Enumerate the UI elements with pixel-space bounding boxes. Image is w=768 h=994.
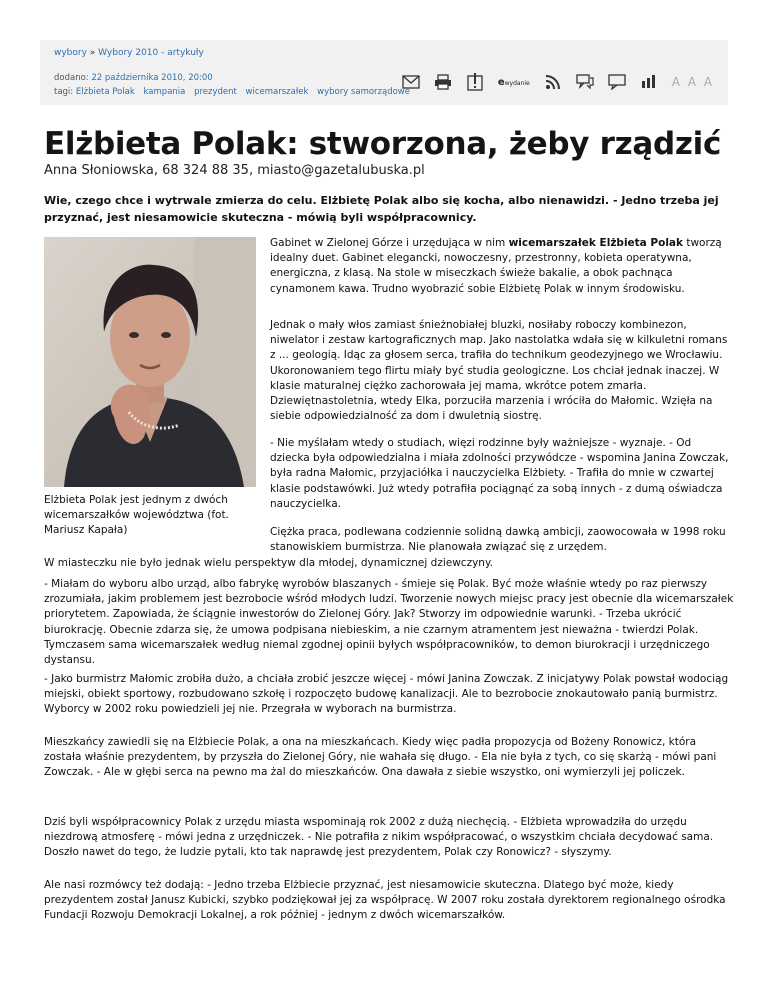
paragraph-text: Gabinet w Zielonej Górze i urzędująca w nim — [270, 237, 509, 249]
rating-icon[interactable] — [640, 73, 658, 91]
article-title: Elżbieta Polak: stworzona, żeby rządzić — [44, 126, 722, 162]
comments-icon[interactable] — [576, 73, 594, 91]
alert-icon[interactable] — [466, 73, 484, 91]
article-meta — [54, 71, 416, 99]
article-paragraph: Ale nasi rozmówcy też dodają: - Jedno trzeba Elżbiecie przyznać, jest niesamowicie skuteczna. Dlatego być może, kiedy prezydentem został Janusz Kubicki, szybko podziękował jej za współpracę. W 2007 roku została dyrektorem regionalnego ośrodka Fundacji Rozwoju Demokracji Lokalnej, a rok później - jednym z dwóch wicemarszałków. — [44, 879, 726, 922]
mail-icon[interactable] — [402, 73, 420, 91]
rss-icon[interactable] — [544, 73, 562, 91]
article-paragraph: W miasteczku nie było jednak wielu perspektyw dla młodej, dynamicznej dziewczyny. — [44, 557, 493, 569]
tag-link[interactable]: wicemarszałek — [245, 87, 309, 97]
tag-link[interactable]: prezydent — [194, 87, 237, 97]
print-icon[interactable] — [434, 73, 452, 91]
article-paragraph: - Jako burmistrz Małomic zrobiła dużo, a chciała zrobić jeszcze więcej - mówi Janina Zowczak. Z inicjatywy Polak powstał wodociąg miejski, obiekt sportowy, rozbudowano szkołę i rozpoczęto budowę kanalizacji. Ale to bezrobocie znokautowało panią burmistrz. Wyborcy w 2002 roku powiedzieli jej nie. Przegrała w wyborach na burmistrza. — [44, 673, 729, 716]
article-paragraph — [270, 236, 730, 297]
article-photo — [44, 237, 256, 487]
tag-link[interactable]: wybory samorządowe — [317, 87, 410, 97]
tag-link[interactable]: Elżbieta Polak — [75, 87, 135, 97]
ewydanie-icon[interactable] — [498, 77, 530, 88]
added-date-row — [54, 71, 416, 85]
tags-label: tagi: — [54, 87, 74, 97]
article-header-bar — [40, 40, 728, 105]
breadcrumb-current-link[interactable]: Wybory 2010 - artykuły — [98, 48, 204, 58]
article-lead: Wie, czego chce i wytrwale zmierza do celu. Elżbietę Polak albo się kocha, albo nienawidzi. - Jedno trzeba jej przyznać, jest niesamowicie skuteczna - mówią byli współpracownicy. — [44, 194, 719, 224]
font-size-icon[interactable]: A A A — [671, 75, 714, 89]
article-paragraph: Ciężka praca, podlewana codziennie solidną dawką ambicji, zaowocowała w 1998 roku stanowiskiem burmistrza. Nie planowała związać się z urzędem. — [270, 526, 726, 554]
ewydanie-sub: wydanie — [504, 79, 530, 87]
comment-icon[interactable] — [608, 73, 626, 91]
photo-caption: Elżbieta Polak jest jednym z dwóch wicemarszałków województwa (fot. Mariusz Kapała) — [44, 494, 229, 536]
breadcrumb — [54, 48, 204, 58]
tag-link[interactable]: kampania — [143, 87, 186, 97]
added-date: 22 października 2010, 20:00 — [91, 73, 213, 83]
paragraph-bold-text: wicemarszałek Elżbieta Polak — [508, 237, 684, 249]
breadcrumb-section-link[interactable]: wybory — [54, 48, 87, 58]
added-label: dodano: — [54, 73, 89, 83]
tags-row — [54, 85, 416, 99]
article-paragraph: - Miałam do wyboru albo urząd, albo fabrykę wyrobów blaszanych - śmieje się Polak. Być może właśnie wtedy po raz pierwszy zrozumiała, jakim problemem jest bezrobocie wśród młodych ludzi. Tworzenie nowych miejsc pracy jest obecnie dla wicemarszałek priorytetem. Zapowiada, że ściągnie inwestorów do Zielonej Góry. Jak? Stworzy im odpowiednie warunki. - Trzeba ukrócić biurokrację. Obecnie zdarza się, że umowa podpisana niebieskim, a nie czarnym atramentem jest nieważna - twierdzi Polak. Tymczasem sama wicemarszałek według niemal zgodnej opinii byłych współpracowników, to demon biurokracji i urzędniczego dystansu. — [44, 578, 734, 667]
article-paragraph: - Nie myślałam wtedy o studiach, więzi rodzinne były ważniejsze - wyznaje. - Od dziecka była odpowiedzialna i miała zdolności przywódcze - wspomina Janina Zowczak, była radna Małomic, przyjaciółka i nauczycielka Elżbiety. - Trafiła do mnie w czwartej klasie podstawówki. Już wtedy potrafiła pociągnąć za sobą innych - z dumą oświadcza nauczycielka. — [270, 437, 729, 510]
article-paragraph: Jednak o mały włos zamiast śnieżnobiałej bluzki, nosiłaby roboczy kombinezon, niwelator i zestaw kartograficznych map. Jako nastolatka wdała się w kilkuletni romans z ... geologią. Idąc za głosem serca, trafiła do technikum geodezyjnego we Wrocławiu. Ukoronowaniem tego flirtu miały być studia geologiczne. Los chciał jednak inaczej. W klasie maturalnej ciężko zachorowała jej mama, wkrótce potem zmarła. Dziewiętnastoletnia, wtedy Elka, porzuciła marzenia i wróciła do Małomic. Wzięła na siebie odpowiedzialność za dom i dwuletnią siostrę. — [270, 319, 728, 423]
article-toolbar — [402, 73, 714, 91]
article-byline: Anna Słoniowska, 68 324 88 35, miasto@gazetalubuska.pl — [44, 163, 425, 178]
breadcrumb-separator: » — [86, 48, 99, 58]
article-paragraph: Dziś byli współpracownicy Polak z urzędu miasta wspominają rok 2002 z dużą niechęcią. - Elżbieta wprowadziła do urzędu niezdrową atmosferę - mówi jedna z urzędniczek. - Nie potrafiła z nikim współpracować, o wszystkim chciała decydować sama. Doszło nawet do tego, że ludzie pytali, kto tak naprawdę jest prezydentem, Polak czy Ronowicz? - słyszymy. — [44, 816, 714, 859]
paragraph-text: tworzą idealny duet. Gabinet elegancki, nowoczesny, przestronny, kobieta operatywna, energiczna, z klasą. Na stole w miseczkach świeże bakalie, a obok pachnąca cynamonem kawa. Trudno wyobrazić sobie Elżbietę Polak w innym środowisku. — [270, 237, 722, 295]
article-paragraph: Mieszkańcy zawiedli się na Elżbiecie Polak, a ona na mieszkańcach. Kiedy więc padła propozycja od Bożeny Ronowicz, która została właśnie prezydentem, by przyszła do Zielonej Góry, nie wahała się długo. - Ela nie była z tych, co się skarżą - mówi pani Zowczak. - Ale w głębi serca na pewno ma żal do mieszkańców. Ona dawała z siebie wszystko, oni wymierzyli jej policzek. — [44, 736, 717, 779]
ewydanie-label: e — [497, 76, 505, 88]
